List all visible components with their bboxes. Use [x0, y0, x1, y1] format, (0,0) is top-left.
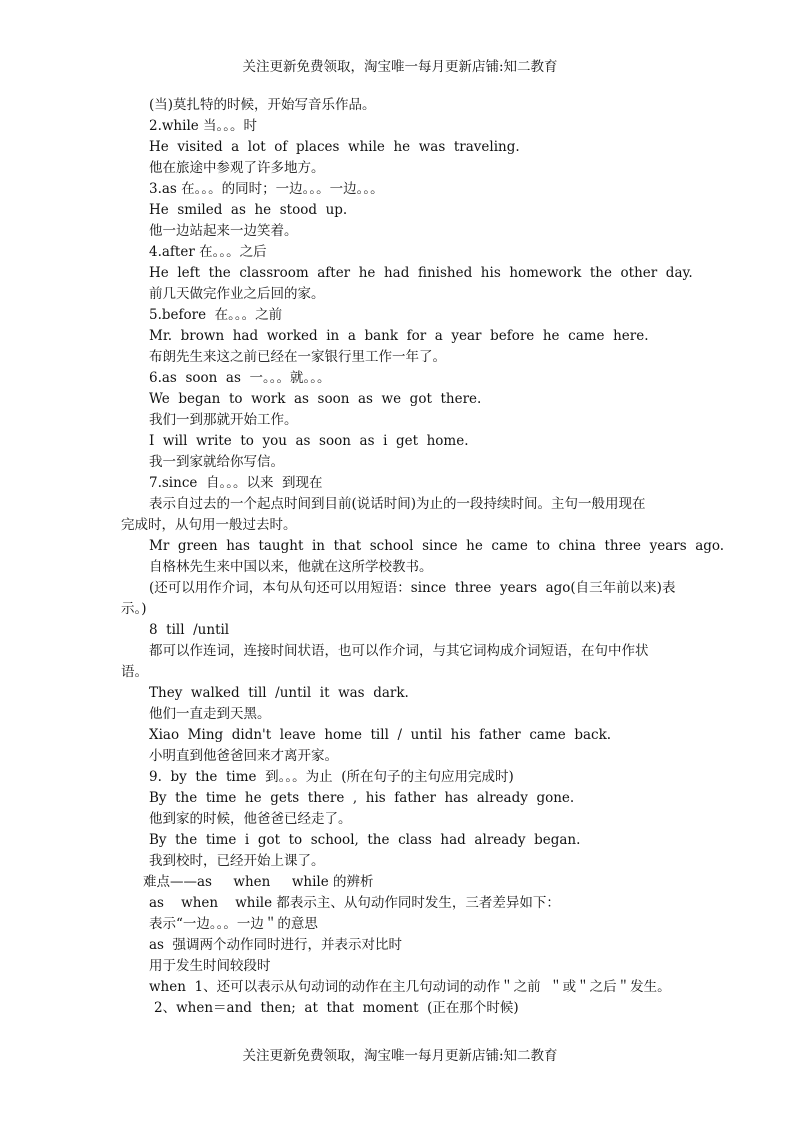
- text-line: 他在旅途中参观了许多地方。: [149, 160, 325, 176]
- text-line: (还可以用作介词，本句从句还可以用短语：since three years ago(自三年前以来)表: [149, 580, 676, 596]
- text-line: 2、when＝and then; at that moment (正在那个时候): [154, 1000, 519, 1016]
- text-line: 4.after 在。。。之后: [149, 244, 267, 260]
- text-line: 语。: [121, 664, 148, 680]
- section-heading: 难点——as when while 的辨析: [143, 874, 374, 890]
- text-line: when 1、还可以表示从句动词的动作在主几句动词的动作＂之前 ＂或＂之后＂发生。: [149, 979, 671, 995]
- text-line: 表示“一边。。。一边＂的意思: [149, 916, 318, 932]
- page-footer: 关注更新免费领取，淘宝唯一每月更新店铺:知二教育: [242, 1048, 558, 1064]
- text-line: 3.as 在。。。的同时；一边。。。一边。。。: [149, 181, 384, 197]
- text-line: Mr green has taught in that school since he came to china three years ago.: [149, 538, 725, 554]
- text-line: 9. by the time 到。。。为止 (所在句子的主句应用完成时): [149, 769, 514, 785]
- text-line: 我们一到那就开始工作。: [149, 412, 298, 428]
- text-line: By the time he gets there , his father has already gone.: [149, 790, 575, 806]
- text-line: 前几天做完作业之后回的家。: [149, 286, 325, 302]
- text-line: as 强调两个动作同时进行，并表示对比时: [149, 937, 403, 953]
- text-line: 示。): [121, 601, 147, 617]
- text-line: He left the classroom after he had finished his homework the other day.: [149, 265, 693, 281]
- text-line: 2.while 当。。。时: [149, 118, 258, 134]
- text-line: I will write to you as soon as i get home.: [149, 433, 469, 449]
- text-line: By the time i got to school, the class had already began.: [149, 832, 581, 848]
- text-line: He visited a lot of places while he was traveling.: [149, 139, 520, 155]
- text-line: 用于发生时间较段时: [149, 958, 271, 974]
- text-line: 5.before 在。。。之前: [149, 307, 283, 323]
- text-line: 他们一直走到天黑。: [149, 706, 271, 722]
- text-line: 7.since 自。。。以来 到现在: [149, 475, 323, 491]
- text-line: 我一到家就给你写信。: [149, 454, 284, 470]
- text-line: (当)莫扎特的时候，开始写音乐作品。: [149, 97, 376, 113]
- text-line: 他到家的时候，他爸爸已经走了。: [149, 811, 352, 827]
- text-line: Xiao Ming didn't leave home till / until his father came back.: [149, 727, 612, 743]
- text-line: 8 till /until: [149, 622, 230, 638]
- text-line: Mr. brown had worked in a bank for a year before he came here.: [149, 328, 649, 344]
- text-line: as when while 都表示主、从句动作同时发生，三者差异如下：: [149, 895, 560, 911]
- text-line: 自格林先生来中国以来，他就在这所学校教书。: [149, 559, 433, 575]
- text-line: 表示自过去的一个起点时间到目前(说话时间)为止的一段持续时间。主句一般用现在: [149, 496, 646, 512]
- text-line: 他一边站起来一边笑着。: [149, 223, 298, 239]
- text-line: He smiled as he stood up.: [149, 202, 348, 218]
- text-line: 布朗先生来这之前已经在一家银行里工作一年了。: [149, 349, 446, 365]
- text-line: 我到校时，已经开始上课了。: [149, 853, 325, 869]
- text-line: 完成时，从句用一般过去时。: [121, 517, 297, 533]
- text-line: 小明直到他爸爸回来才离开家。: [149, 748, 338, 764]
- page-header: 关注更新免费领取，淘宝唯一每月更新店铺:知二教育: [242, 59, 558, 75]
- text-line: They walked till /until it was dark.: [149, 685, 409, 701]
- text-line: We began to work as soon as we got there.: [149, 391, 482, 407]
- text-line: 都可以作连词，连接时间状语，也可以作介词，与其它词构成介词短语，在句中作状: [149, 643, 649, 659]
- text-line: 6.as soon as 一。。。就。。。: [149, 370, 331, 386]
